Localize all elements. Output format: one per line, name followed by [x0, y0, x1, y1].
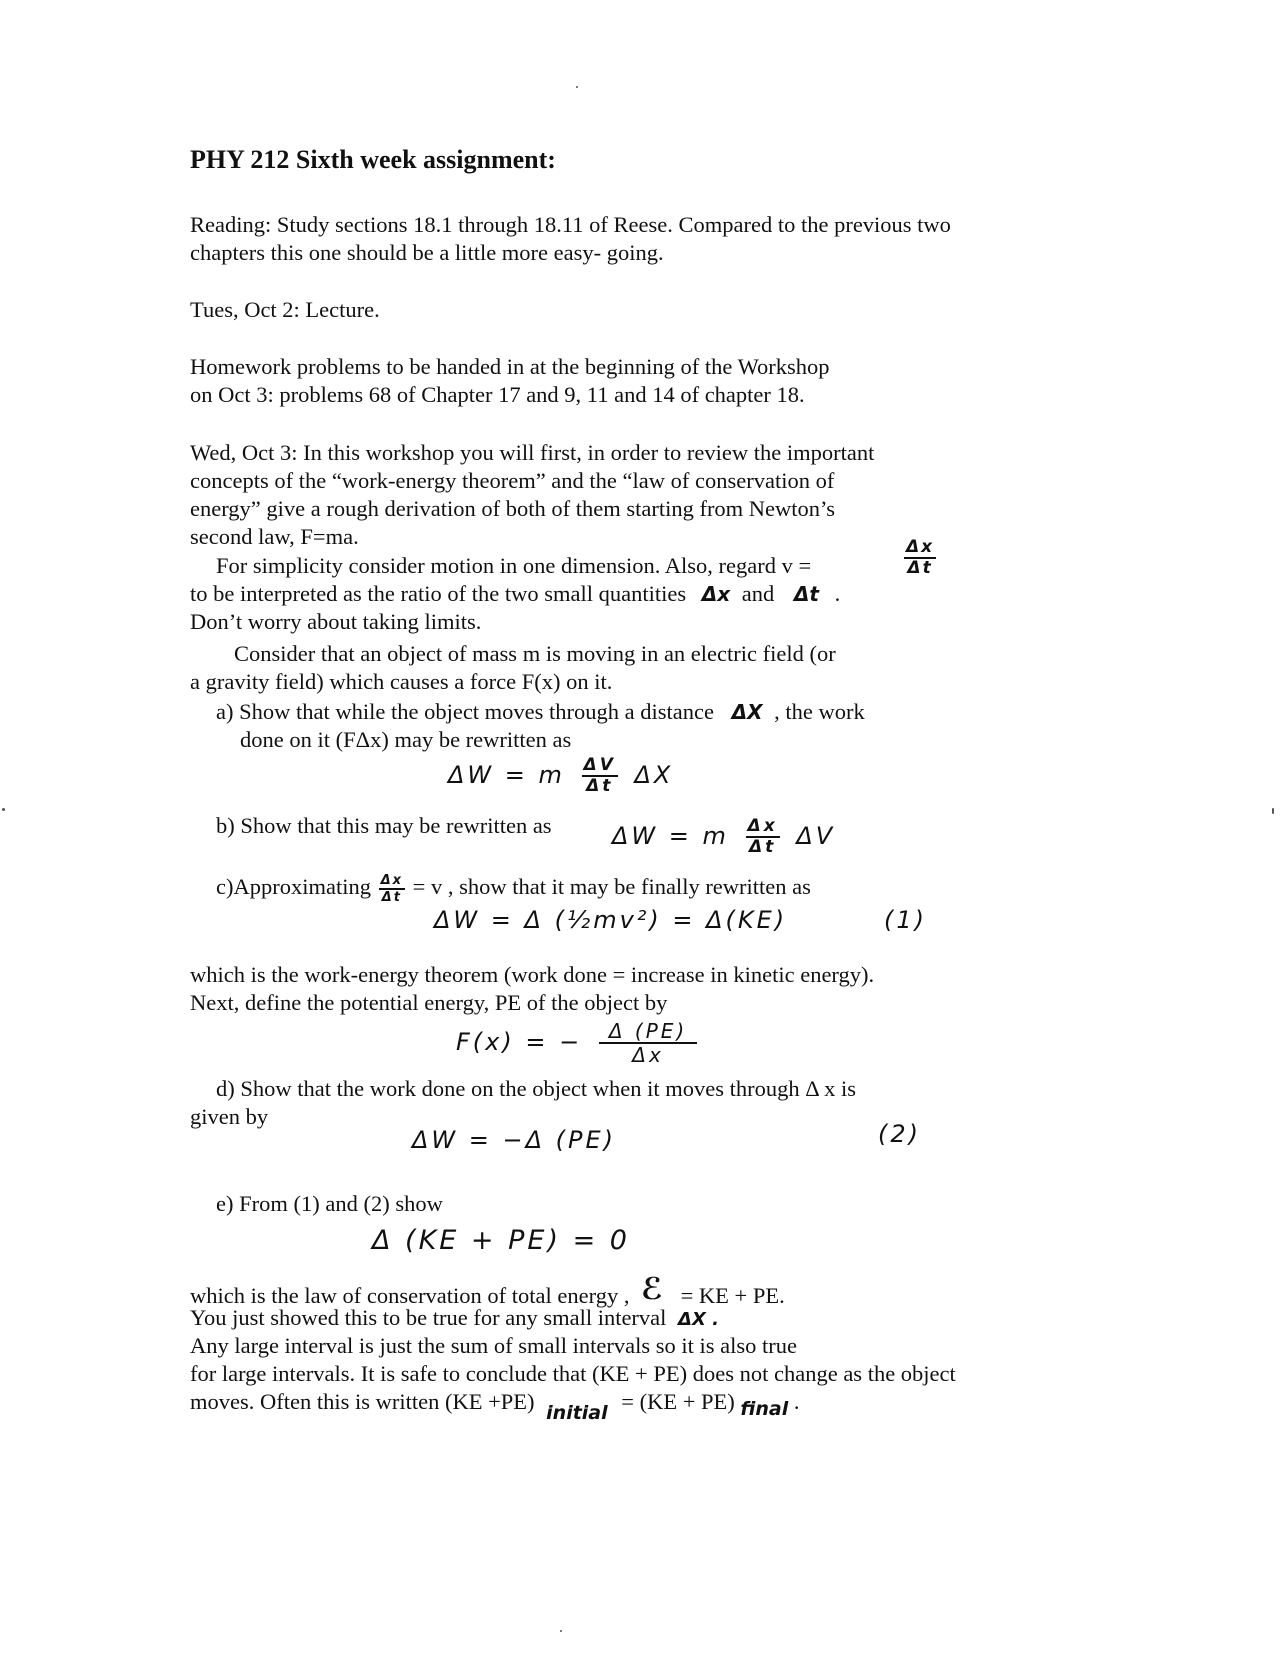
wednesday-line-1: Wed, Oct 3: In this workshop you will first, in order to review the important	[190, 440, 875, 465]
reading-line-1: Reading: Study sections 18.1 through 18.11 of Reese. Compared to the previous two	[190, 212, 951, 237]
scan-speck	[1272, 808, 1274, 814]
and-word: and	[741, 581, 775, 606]
part-c-frac-denominator: Δt	[381, 889, 402, 905]
initial-subscript: initial	[546, 1402, 608, 1424]
homework-line-1: Homework problems to be handed in at the beginning of the Workshop	[190, 354, 830, 379]
v-fraction-denominator: Δt	[907, 558, 933, 578]
scan-speck	[2, 808, 5, 811]
part-c-text: c)Approximating	[216, 874, 371, 899]
simplicity-line-3: Don’t worry about taking limits.	[190, 609, 482, 634]
wednesday-line-2: concepts of the “work-energy theorem” and the “law of conservation of	[190, 468, 835, 493]
equation-b-numerator: Δx	[747, 816, 778, 836]
final-subscript: final	[740, 1398, 789, 1420]
pe-equation-left: F(x) = −	[456, 1028, 583, 1056]
reading-line-2: chapters this one should be a little more easy- going.	[190, 240, 664, 265]
part-d-line-1: d) Show that the work done on the object when it moves through Δ x is	[216, 1076, 857, 1101]
equation-b-right: ΔV	[796, 822, 836, 850]
equation-a	[448, 757, 673, 795]
equation-d: ΔW = −Δ (PE)	[412, 1126, 617, 1154]
part-a-delta-x: ΔX	[731, 700, 763, 724]
consider-line-1: Consider that an object of mass m is moving in an electric field (or	[234, 641, 836, 666]
equation-c: ΔW = Δ (½mv²) = Δ(KE)	[434, 906, 788, 934]
conclusion-line-2-text: You just showed this to be true for any small interval	[190, 1305, 667, 1330]
equation-b-denominator: Δt	[748, 837, 777, 857]
equation-b-left: ΔW = m	[612, 822, 729, 850]
homework-line-2: on Oct 3: problems 68 of Chapter 17 and 9, 11 and 14 of chapter 18.	[190, 382, 805, 407]
equation-c-number: (1)	[884, 906, 927, 934]
equation-d-number: (2)	[878, 1120, 921, 1148]
conclusion-line-3: Any large interval is just the sum of small intervals so it is also true	[190, 1333, 797, 1358]
pe-equation-denominator: Δx	[632, 1043, 664, 1067]
part-c-frac-numerator: Δx	[380, 872, 404, 888]
delta-x-handwritten: Δx	[701, 582, 731, 606]
equation-a-denominator: Δt	[586, 776, 614, 796]
conclusion-line-5-mid: = (KE + PE)	[621, 1389, 735, 1414]
conclusion-line-5-text: moves. Often this is written (KE +PE)	[190, 1389, 535, 1414]
part-c-text-end: = v , show that it may be finally rewritten as	[412, 874, 811, 899]
conclusion-line-4: for large intervals. It is safe to conclude that (KE + PE) does not change as the object	[190, 1361, 956, 1386]
simplicity-line-2: to be interpreted as the ratio of the two small quantities Δx and Δt .	[190, 581, 841, 606]
theorem-line-1: which is the work-energy theorem (work done = increase in kinetic energy).	[190, 962, 875, 987]
part-d-line-2: given by	[190, 1104, 269, 1129]
conclusion-line-1-end: = KE + PE.	[680, 1283, 785, 1308]
equation-a-right: ΔX	[634, 761, 674, 789]
conclusion-line-1-text: which is the law of conservation of total energy ,	[190, 1283, 630, 1308]
pe-equation-numerator: Δ (PE)	[599, 1021, 697, 1044]
equation-a-left: ΔW = m	[448, 761, 565, 789]
equation-a-numerator: ΔV	[583, 755, 616, 775]
consider-line-2: a gravity field) which causes a force F(x) on it.	[190, 669, 613, 694]
wednesday-line-4: second law, F=ma.	[190, 524, 359, 549]
tuesday-line: Tues, Oct 2: Lecture.	[190, 297, 380, 322]
conclusion-line-5	[190, 1388, 799, 1427]
part-a-line-2: done on it (FΔx) may be rewritten as	[240, 727, 572, 752]
v-fraction	[898, 539, 942, 577]
part-e-line: e) From (1) and (2) show	[216, 1191, 443, 1216]
part-a-text-end: , the work	[774, 699, 865, 724]
conclusion-line-2	[190, 1304, 719, 1333]
total-energy-symbol: ℰ	[641, 1272, 665, 1307]
part-b-line: b) Show that this may be rewritten as	[216, 813, 552, 838]
part-a-line-1	[216, 698, 865, 726]
v-fraction-numerator: Δx	[906, 537, 935, 557]
part-c-line	[216, 873, 811, 904]
wednesday-line-3: energy” give a rough derivation of both of them starting from Newton’s	[190, 496, 836, 521]
equation-e: Δ (KE + PE) = 0	[372, 1225, 630, 1256]
scan-speck	[560, 1630, 562, 1632]
simplicity-line-1: For simplicity consider motion in one dimension. Also, regard v =	[216, 553, 812, 578]
conclusion-delta-x: ΔX .	[678, 1309, 719, 1330]
delta-t-handwritten: Δt	[793, 582, 819, 606]
page-title: PHY 212 Sixth week assignment:	[190, 145, 556, 174]
scan-speck	[576, 86, 578, 88]
part-a-text: a) Show that while the object moves through a distance	[216, 699, 714, 724]
potential-energy-equation	[456, 1021, 703, 1065]
equation-b	[612, 818, 835, 856]
simplicity-line-2-text: to be interpreted as the ratio of the two small quantities	[190, 581, 687, 606]
theorem-line-2: Next, define the potential energy, PE of the object by	[190, 990, 668, 1015]
conclusion-line-5-end: .	[793, 1389, 800, 1414]
